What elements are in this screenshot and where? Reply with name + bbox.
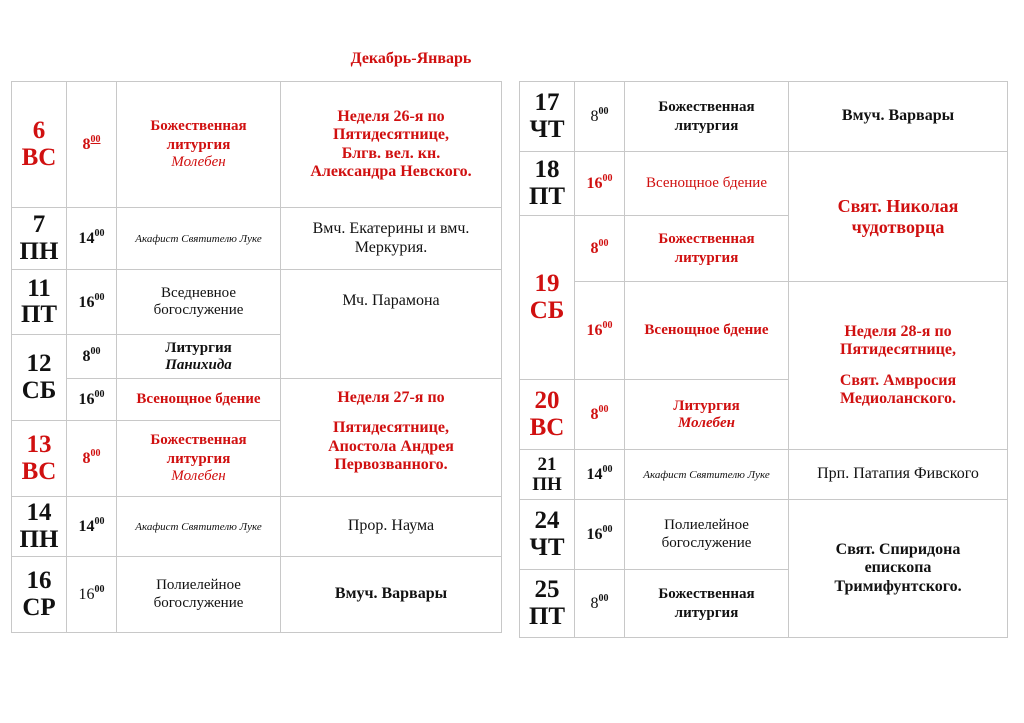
time-hour: 8 <box>590 240 599 258</box>
time-minute: 00 <box>598 404 609 416</box>
table-row <box>520 82 1008 152</box>
feast-line: Блгв. вел. кн. <box>341 144 441 162</box>
service-cell <box>117 497 281 557</box>
time-minute: 00 <box>90 448 101 460</box>
feast-line: Вмуч. Варвары <box>334 585 448 603</box>
table-row <box>520 450 1008 500</box>
feast-line: Неделя 27-я по <box>337 389 445 406</box>
service-cell <box>625 282 789 380</box>
time-cell <box>67 421 117 497</box>
time-minute: 00 <box>94 228 105 240</box>
day-cell <box>520 500 575 570</box>
service-cell <box>117 421 281 497</box>
time-hour: 16 <box>78 586 95 604</box>
feast-line: Неделя 26-я по <box>337 107 445 125</box>
time-minute: 00 <box>602 464 613 476</box>
service-line: Полиелейное <box>156 577 241 594</box>
time-cell <box>575 152 625 216</box>
day-abbr: ПТ <box>528 602 566 630</box>
time-hour: 8 <box>590 406 599 424</box>
service-cell <box>625 380 789 450</box>
table-row <box>520 500 1008 570</box>
day-number: 7 <box>32 211 46 239</box>
service-cell <box>117 557 281 633</box>
feast-cell <box>789 500 1008 638</box>
service-name: Всенощное бдение <box>646 175 767 192</box>
time-hour: 16 <box>78 293 95 311</box>
day-cell <box>12 497 67 557</box>
day-number: 25 <box>534 576 560 604</box>
feast-line: Вмуч. Варвары <box>841 107 955 125</box>
time-minute: 00 <box>602 173 613 185</box>
feast-line: Пятидесятнице, <box>840 341 956 359</box>
time-minute: 00 <box>598 593 609 605</box>
day-number: 24 <box>534 507 560 535</box>
feast-line: Свят. Спиридона <box>835 540 961 558</box>
time-cell <box>575 570 625 638</box>
feast-line: Свят. Николая <box>837 195 959 216</box>
day-abbr: ВС <box>529 413 565 441</box>
service-line: Полиелейное <box>664 517 749 534</box>
feast-cell <box>281 497 502 557</box>
time-cell <box>575 82 625 152</box>
day-cell <box>12 335 67 421</box>
time-cell <box>575 500 625 570</box>
service-sub: Молебен <box>171 468 226 485</box>
time-hour: 16 <box>586 322 603 340</box>
time-hour: 14 <box>78 230 95 248</box>
time-hour: 8 <box>82 136 91 154</box>
day-abbr: ПТ <box>20 301 58 328</box>
feast-line: Мч. Парамона <box>342 292 440 309</box>
table-row <box>12 208 502 270</box>
time-cell <box>67 270 117 335</box>
time-hour: 8 <box>590 595 599 613</box>
service-sub: Молебен <box>678 415 735 432</box>
feast-cell <box>281 270 502 379</box>
day-cell <box>520 82 575 152</box>
day-cell <box>12 557 67 633</box>
time-minute: 00 <box>94 291 105 303</box>
service-name: Акафист Святителю Луке <box>135 521 262 534</box>
time-minute: 00 <box>90 346 101 358</box>
feast-cell <box>789 282 1008 450</box>
service-name: Акафист Святителю Луке <box>135 233 262 246</box>
time-cell <box>67 208 117 270</box>
time-minute: 00 <box>598 238 609 250</box>
page-title: Декабрь-Январь <box>350 50 472 67</box>
day-abbr: ЧТ <box>529 533 565 561</box>
service-line: Вседневное <box>160 284 237 301</box>
table-row <box>12 270 502 335</box>
service-sub: Панихида <box>165 357 232 374</box>
day-abbr: ВС <box>21 143 57 171</box>
day-number: 18 <box>534 156 560 184</box>
day-abbr: ПН <box>532 473 562 495</box>
day-number: 14 <box>26 499 52 527</box>
service-cell <box>117 270 281 335</box>
day-abbr: ПН <box>19 525 59 553</box>
day-number: 12 <box>26 350 52 378</box>
service-cell <box>625 152 789 216</box>
time-cell <box>67 497 117 557</box>
day-cell <box>12 421 67 497</box>
service-name: Литургия <box>673 397 740 414</box>
service-cell <box>117 335 281 379</box>
feast-line: Тримифунтского. <box>834 577 962 595</box>
day-number: 17 <box>534 89 560 117</box>
feast-cell <box>281 557 502 633</box>
time-cell <box>575 216 625 282</box>
service-name: Божественная литургия <box>658 586 755 621</box>
service-name: Божественная литургия <box>150 432 247 467</box>
time-hour: 8 <box>590 108 599 126</box>
time-minute: 00 <box>602 524 613 536</box>
service-line: богослужение <box>661 534 752 551</box>
feast-line: Апостола Андрея <box>328 437 454 455</box>
feast-line: Прп. Патапия Фивского <box>817 465 979 483</box>
service-cell <box>625 450 789 500</box>
time-minute: 00 <box>598 106 609 118</box>
service-line: богослужение <box>153 594 244 611</box>
day-abbr: СБ <box>21 376 57 404</box>
day-abbr: ПН <box>19 237 59 265</box>
feast-cell <box>789 152 1008 282</box>
service-name: Акафист Святителю Луке <box>643 469 770 482</box>
time-hour: 14 <box>78 518 95 536</box>
day-cell <box>12 208 67 270</box>
day-number: 19 <box>534 270 560 298</box>
day-cell <box>520 152 575 216</box>
service-name: Божественная литургия <box>150 118 247 153</box>
service-cell <box>625 216 789 282</box>
day-cell <box>520 570 575 638</box>
time-minute: 00 <box>94 516 105 528</box>
table-row <box>520 282 1008 380</box>
feast-line: Вмч. Екатерины и вмч. <box>312 220 470 238</box>
feast-line: Неделя 28-я по <box>844 322 952 340</box>
day-number: 20 <box>534 387 560 415</box>
feast-line: Меркурия. <box>354 238 428 256</box>
day-abbr: ЧТ <box>529 115 565 143</box>
table-row <box>520 152 1008 216</box>
day-cell <box>12 270 67 335</box>
time-cell <box>67 82 117 208</box>
feast-line: епископа <box>864 559 932 577</box>
day-abbr: ВС <box>21 457 57 485</box>
table-row <box>12 497 502 557</box>
table-row <box>12 82 502 208</box>
time-cell <box>67 335 117 379</box>
feast-cell <box>789 450 1008 500</box>
service-name: Всенощное бдение <box>136 391 261 408</box>
table-row <box>12 557 502 633</box>
service-name: Божественная литургия <box>658 99 755 134</box>
feast-line: чудотворца <box>851 216 945 237</box>
time-minute: 00 <box>602 320 613 332</box>
time-cell <box>575 380 625 450</box>
day-abbr: СБ <box>529 296 565 324</box>
service-cell <box>117 379 281 421</box>
day-cell <box>520 216 575 380</box>
time-cell <box>67 379 117 421</box>
day-cell <box>520 450 575 500</box>
day-cell <box>12 82 67 208</box>
time-minute: 00 <box>94 584 105 596</box>
time-hour: 16 <box>78 391 95 409</box>
service-cell <box>117 208 281 270</box>
service-cell <box>625 82 789 152</box>
service-cell <box>625 570 789 638</box>
feast-line: Первозванного. <box>334 456 448 474</box>
service-sub: Молебен <box>171 154 226 171</box>
day-number: 13 <box>26 431 52 459</box>
schedule-table-left <box>11 81 502 633</box>
time-cell <box>67 557 117 633</box>
feast-cell <box>281 379 502 497</box>
feast-cell <box>281 82 502 208</box>
day-number: 16 <box>26 567 52 595</box>
feast-line: Пятидесятнице, <box>333 126 449 144</box>
time-cell <box>575 282 625 380</box>
day-number: 21 <box>537 453 557 475</box>
time-minute: 00 <box>94 389 105 401</box>
time-hour: 14 <box>586 466 603 484</box>
service-name: Всенощное бдение <box>644 322 769 339</box>
day-cell <box>520 380 575 450</box>
service-name: Литургия <box>165 339 232 356</box>
feast-line: Свят. Амвросия <box>839 371 957 389</box>
day-number: 11 <box>27 274 51 302</box>
day-abbr: СР <box>22 593 56 621</box>
feast-cell <box>789 82 1008 152</box>
time-hour: 8 <box>82 450 91 468</box>
service-line: богослужение <box>153 302 244 318</box>
feast-line: Прор. Наума <box>347 517 435 535</box>
service-cell <box>117 82 281 208</box>
feast-cell <box>281 208 502 270</box>
time-hour: 8 <box>82 348 91 366</box>
feast-line: Пятидесятнице, <box>333 419 449 437</box>
day-number: 6 <box>32 117 46 145</box>
time-hour: 16 <box>586 526 603 544</box>
day-abbr: ПТ <box>528 182 566 210</box>
time-minute: 00 <box>90 134 101 146</box>
table-row <box>12 379 502 421</box>
service-name: Божественная литургия <box>658 231 755 266</box>
service-cell <box>625 500 789 570</box>
feast-line: Александра Невского. <box>310 162 472 180</box>
schedule-table-right <box>519 81 1008 638</box>
feast-line: Медиоланского. <box>839 389 957 407</box>
time-cell <box>575 450 625 500</box>
time-hour: 16 <box>586 175 603 193</box>
